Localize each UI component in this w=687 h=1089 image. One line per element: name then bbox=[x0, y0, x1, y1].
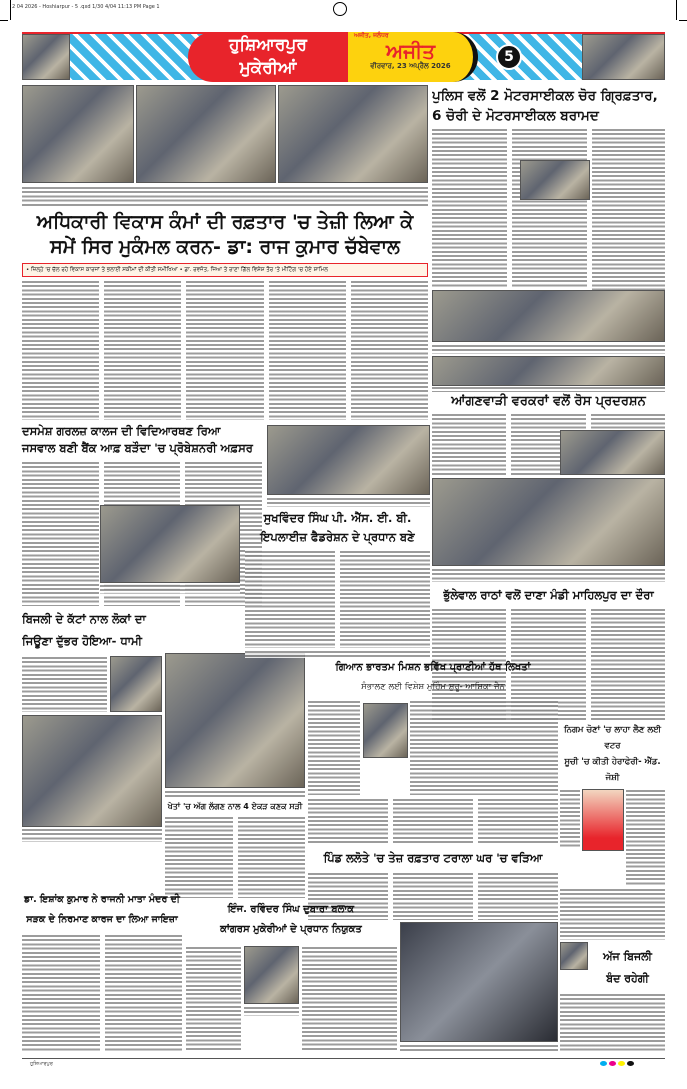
road-body bbox=[22, 934, 182, 1052]
nigam-headline-line-2: ਸੂਚੀ 'ਚ ਕੀਤੀ ਹੇਰਾਫੇਰੀ- ਐੱਡ. ਜੋਸ਼ੀ bbox=[564, 757, 661, 783]
fire-photo-inset bbox=[560, 942, 588, 970]
power-portrait bbox=[110, 656, 162, 712]
masthead-photo-left bbox=[22, 34, 70, 80]
lead-photo-caption bbox=[22, 186, 428, 208]
edition-line-1: ਹੁਸ਼ਿਆਰਪੁਰ bbox=[229, 35, 307, 55]
nigam-body-row bbox=[560, 789, 665, 885]
nigam-body-1 bbox=[560, 789, 580, 849]
college-headline bbox=[22, 423, 262, 457]
congress-headline-line-1: ਇੰਜ. ਰਵਿੰਦਰ ਸਿੰਘ ਦੁਬਾਰਾ ਬਲਾਕ bbox=[227, 904, 355, 915]
power-headline bbox=[22, 608, 162, 652]
lead-photo-2 bbox=[136, 85, 276, 183]
college-photo bbox=[100, 505, 240, 583]
congress-portrait-caption bbox=[244, 1006, 299, 1016]
gyan-subhead: ਸੰਭਾਲਣ ਲਈ ਵਿਸ਼ੇਸ਼ ਮੁਹਿੰਮ ਸ਼ੁਰੂ- ਆਸ਼ਿਕਾ ਜੈਨ bbox=[361, 682, 505, 692]
college-caption bbox=[100, 584, 240, 594]
fields-headline: ਖੇਤਾਂ 'ਚ ਅੱਗ ਲੱਗਣ ਨਾਲ 4 ਏਕੜ ਕਣਕ ਸੜੀ bbox=[167, 802, 303, 811]
union-body bbox=[245, 550, 430, 648]
outage-body bbox=[560, 993, 665, 1053]
fire-photo bbox=[400, 922, 558, 1042]
fields-photo bbox=[165, 653, 305, 788]
masthead bbox=[22, 32, 665, 80]
crop-mark bbox=[0, 20, 8, 21]
power-headline-line-2: ਜਿਊਣਾ ਦੁੱਭਰ ਹੋਇਆ- ਧਾਮੀ bbox=[22, 634, 143, 648]
anganwadi-headline: ਆਂਗਣਵਾੜੀ ਵਰਕਰਾਂ ਵਲੋਂ ਰੋਸ ਪ੍ਰਦਰਸ਼ਨ bbox=[451, 394, 646, 409]
lead-story bbox=[22, 210, 428, 420]
college-headline-line-1: ਦਸਮੇਸ਼ ਗਰਲਜ਼ ਕਾਲਜ ਦੀ ਵਿਦਿਆਰਥਣ ਰਿਆ bbox=[22, 424, 221, 438]
gyan-body-1 bbox=[308, 700, 360, 795]
issue-date: ਵੀਰਵਾਰ, 23 ਅਪ੍ਰੈਲ 2026 bbox=[370, 62, 451, 70]
protest-caption bbox=[22, 828, 162, 842]
nigam-body-2 bbox=[626, 789, 665, 885]
mandi-caption bbox=[432, 568, 665, 582]
union-headline bbox=[245, 509, 430, 547]
congress-headline bbox=[186, 900, 396, 940]
road-headline-line-1: ਡਾ. ਇਸ਼ਾਂਕ ਕੁਮਾਰ ਨੇ ਰਾਜਨੀ ਮਾਤਾ ਮੰਦਰ ਦੀ bbox=[24, 894, 180, 905]
paper-brand bbox=[348, 32, 478, 82]
congress-body-2 bbox=[302, 946, 397, 1052]
road-headline-line-2: ਸੜਕ ਦੇ ਨਿਰਮਾਣ ਕਾਰਜ ਦਾ ਲਿਆ ਜਾਇਜ਼ਾ bbox=[26, 914, 178, 925]
fire-photo-caption bbox=[400, 1044, 558, 1052]
footer-rule bbox=[22, 1058, 665, 1059]
police-headline-line-2: 6 ਚੋਰੀ ਦੇ ਮੋਟਰਸਾਈਕਲ ਬਰਾਮਦ bbox=[432, 108, 599, 124]
page-number: 5 bbox=[496, 44, 522, 70]
police-headline bbox=[432, 86, 665, 126]
fields-body bbox=[165, 816, 305, 898]
congress-body-1 bbox=[186, 946, 241, 1052]
police-caption bbox=[432, 344, 665, 354]
lead-headline-line-1: ਅਧਿਕਾਰੀ ਵਿਕਾਸ ਕੰਮਾਂ ਦੀ ਰਫ਼ਤਾਰ 'ਚ ਤੇਜ਼ੀ ਲਿਆ ਕੇ bbox=[36, 211, 414, 233]
crop-mark bbox=[676, 0, 677, 20]
fire-headline: ਪਿੰਡ ਲਲੋਤੇ 'ਚ ਤੇਜ਼ ਰਫ਼ਤਾਰ ਟਰਾਲਾ ਘਰ 'ਚ ਵੜਿਆ bbox=[323, 851, 543, 865]
nigam-headline bbox=[560, 722, 665, 786]
power-body bbox=[22, 656, 107, 712]
police-body bbox=[432, 128, 587, 288]
print-slug: 2 04 2026 - Hoshiarpur - 5 .qxd 1/30 4/04 11:13 PM Page 1 bbox=[12, 4, 160, 10]
side-brief bbox=[592, 128, 665, 290]
congress-portrait bbox=[244, 946, 299, 1004]
union-photo bbox=[267, 425, 430, 495]
paper-name: ਅਜੀਤ bbox=[385, 39, 436, 63]
union-body-end bbox=[245, 650, 430, 658]
anganwadi-photo bbox=[432, 356, 665, 386]
congress-headline-line-2: ਕਾਂਗਰਸ ਮੁਕੇਰੀਆਂ ਦੇ ਪ੍ਰਧਾਨ ਨਿਯੁਕਤ bbox=[220, 924, 362, 935]
nigam-body-3 bbox=[560, 888, 665, 940]
outage-headline bbox=[590, 946, 665, 990]
gyan-headline: ਗਿਆਨ ਭਾਰਤਮ ਮਿਸ਼ਨ ਭਵਿੱਖ ਪ੍ਰਾਣੀਆਂ ਹੱਥ ਲਿਖਤਾਂ bbox=[335, 662, 531, 673]
anganwadi-photo-2 bbox=[560, 430, 665, 475]
lead-photo-3 bbox=[278, 85, 428, 183]
crop-mark bbox=[679, 20, 687, 21]
anganwadi-caption bbox=[432, 386, 665, 392]
gyan-portrait bbox=[363, 703, 408, 758]
mandi-photo bbox=[432, 478, 665, 566]
union-caption bbox=[267, 497, 430, 507]
fields-caption bbox=[165, 790, 305, 798]
gyan-body-3 bbox=[308, 798, 558, 843]
outage-headline-line-1: ਅੱਜ ਬਿਜਲੀ bbox=[603, 950, 652, 963]
union-headline-line-1: ਸੁਖਵਿੰਦਰ ਸਿੰਘ ਪੀ. ਐੱਸ. ਈ. ਬੀ. bbox=[263, 511, 412, 525]
union-headline-line-2: ਇਪਲਾਈਜ਼ ਫੈਡਰੇਸ਼ਨ ਦੇ ਪ੍ਰਧਾਨ ਬਣੇ bbox=[260, 530, 415, 544]
police-headline-line-1: ਪੁਲਿਸ ਵਲੋਂ 2 ਮੋਟਰਸਾਈਕਲ ਚੋਰ ਗ੍ਰਿਫ਼ਤਾਰ, bbox=[432, 88, 658, 104]
footer-label: ਹੁਸ਼ਿਆਰਪੁਰ bbox=[30, 1061, 53, 1067]
lead-subline: • ਜ਼ਿਲ੍ਹੇ 'ਚ ਚੱਲ ਰਹੇ ਵਿਕਾਸ ਕਾਰਜਾਂ ਤੇ ਭਲਾਈ ਸਕੀਮਾਂ ਦੀ ਕੀਤੀ ਸਮੀਖਿਆ • ਡਾ. ਰਵਜੋਤ, ਜਿਆ ਤੇ ਰਾਣਾ ਗਿੱਲ ਵਿਸ਼ੇਸ਼ ਤੌਰ 'ਤੇ ਮੀਟਿੰਗ 'ਚ ਹੋਏ ਸ਼ਾਮਿਲ bbox=[22, 263, 428, 277]
protest-photo bbox=[22, 715, 162, 827]
college-headline-line-2: ਜਸਵਾਲ ਬਣੀ ਬੈਂਕ ਆਫ਼ ਬੜੌਦਾ 'ਚ ਪ੍ਰੋਬੇਸ਼ਨਰੀ ਅਫ਼ਸਰ bbox=[22, 441, 253, 455]
lead-photo-1 bbox=[22, 85, 134, 183]
edition-line-2: ਮੁਕੇਰੀਆਂ bbox=[239, 58, 297, 78]
road-headline bbox=[22, 890, 182, 930]
registration-mark-icon bbox=[333, 2, 347, 16]
masthead-photo-right bbox=[582, 34, 665, 80]
publisher: ਅਜੀਤ, ਜਲੰਧਰ bbox=[354, 32, 389, 39]
police-photo bbox=[432, 290, 665, 342]
edition-name bbox=[188, 32, 348, 82]
mandi-headline: ਭੁੱਲੇਵਾਲ ਰਾਠਾਂ ਵਲੋਂ ਦਾਣਾ ਮੰਡੀ ਮਾਹਿਲਪੁਰ ਦਾ ਦੌਰਾ bbox=[443, 588, 654, 602]
lead-headline-line-2: ਸਮੇਂ ਸਿਰ ਮੁਕੰਮਲ ਕਰਨ- ਡਾ: ਰਾਜ ਕੁਮਾਰ ਚੱਬੇਵਾਲ bbox=[50, 236, 400, 258]
outage-headline-line-2: ਬੰਦ ਰਹੇਗੀ bbox=[606, 972, 649, 985]
lead-headline bbox=[22, 210, 428, 260]
crop-mark bbox=[10, 0, 11, 20]
lead-body bbox=[22, 280, 428, 420]
nigam-headline-line-1: ਨਿਗਮ ਚੋਣਾਂ 'ਚ ਲਾਹਾ ਲੈਣ ਲਈ ਵਟਰ bbox=[563, 725, 662, 751]
power-headline-line-1: ਬਿਜਲੀ ਦੇ ਕੱਟਾਂ ਨਾਲ ਲੋਕਾਂ ਦਾ bbox=[22, 612, 146, 626]
color-registration-bar bbox=[600, 1061, 634, 1066]
nigam-story bbox=[560, 722, 665, 885]
gyan-body-2 bbox=[410, 700, 558, 795]
nigam-portrait bbox=[582, 789, 624, 851]
police-inset-photo bbox=[520, 160, 590, 200]
